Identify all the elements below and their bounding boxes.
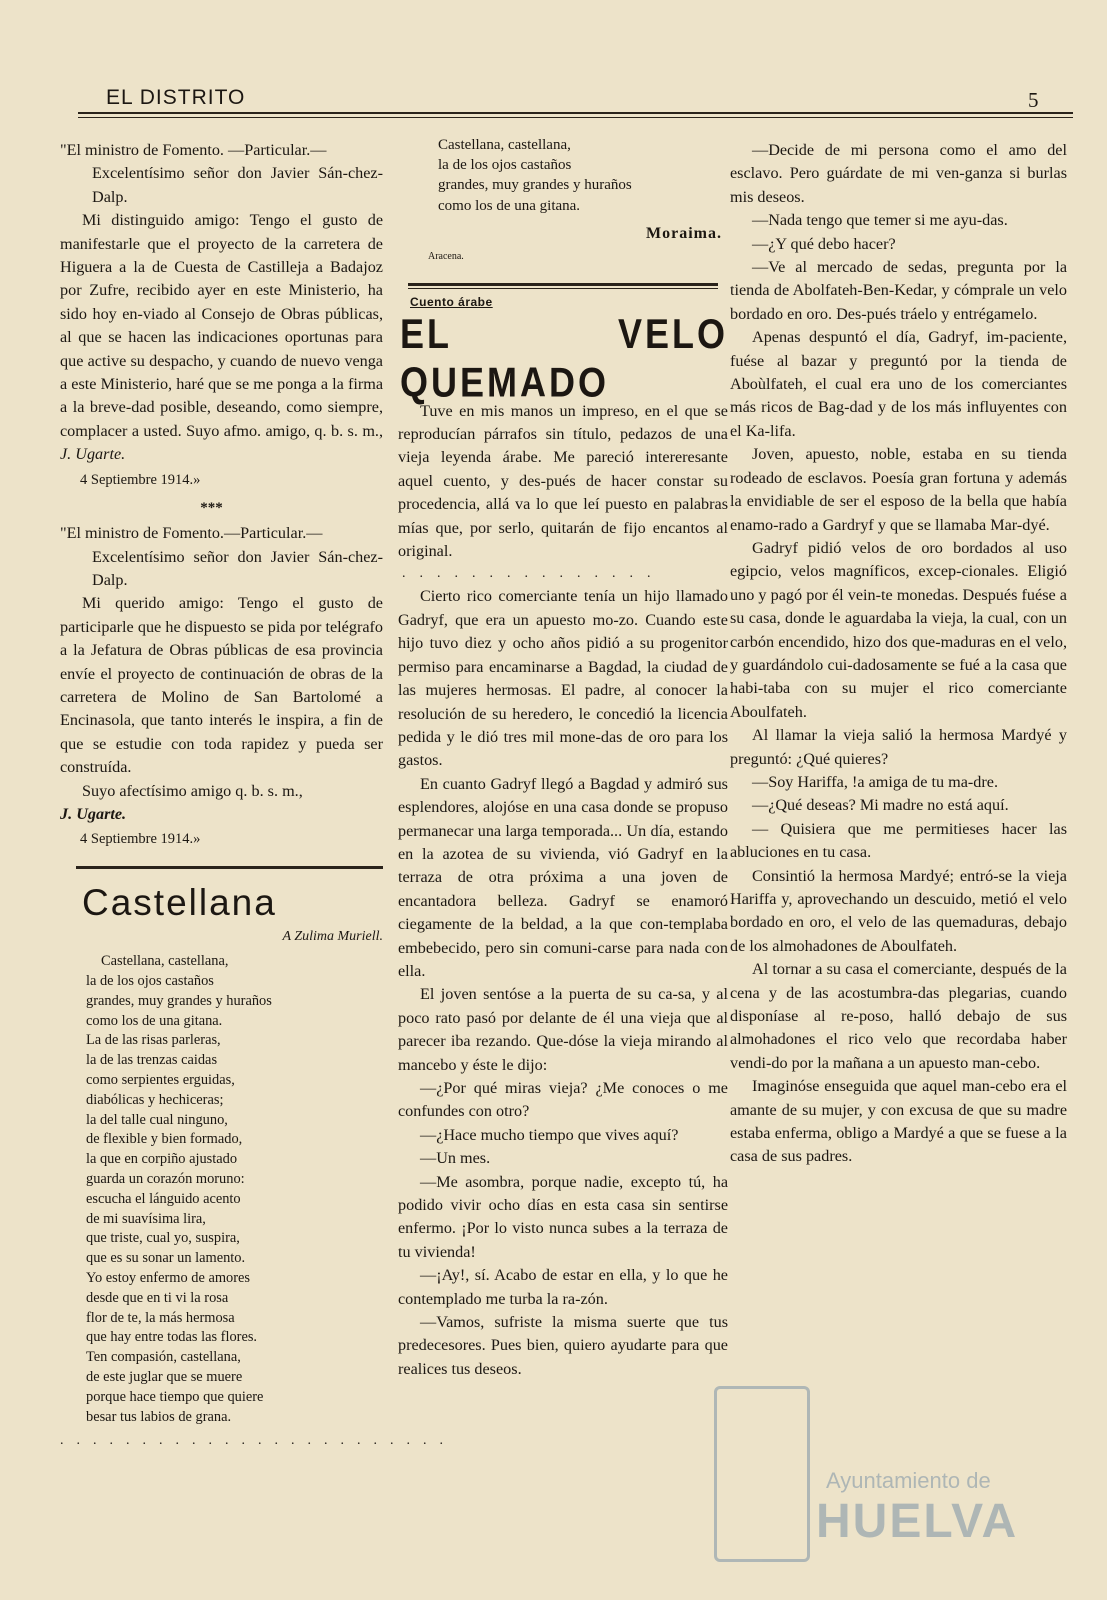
letter2-head: "El ministro de Fomento.—Particular.— [60,524,323,543]
poem-line: como los de una gitana. [438,197,581,214]
poem-line: grandes, muy grandes y huraños [438,177,632,194]
separator-stars: *** [200,500,223,517]
poem-line: diabólicas y hechiceras; [86,1091,224,1108]
poem-line: que triste, cual yo, suspira, [86,1230,240,1247]
poem-line: flor de te, la más hermosa [86,1309,235,1326]
poem-line: la del talle cual ninguno, [86,1111,228,1128]
dialogue-line: —Me asombra, porque nadie, excepto tú, ha podido vivir ocho días en esta casa sin sentirse enfermo. ¡Por lo visto nunca subes a la terraza de tu vivienda! [398,1172,728,1261]
poem-line: Castellana, castellana, [438,137,571,153]
poem-line: la de las trenzas caidas [86,1052,218,1069]
poem-end-verses [398,135,728,216]
letter1-date: 4 Septiembre 1914.» [80,471,201,488]
story-paragraph: —¿Qué deseas? Mi madre no está aquí. [752,796,1009,815]
poem-line: La de las risas parleras, [86,1032,221,1049]
dialogue-line: —¿Hace mucho tiempo que vives aquí? [420,1125,679,1144]
poem-line: de este juglar que se muere [86,1368,243,1385]
poem-line: grandes, muy grandes y huraños [86,992,272,1009]
poem-line: que es su sonar un lamento. [86,1250,246,1267]
letter2-signature: J. Ugarte. [60,804,127,823]
story-paragraph: Consintió la hermosa Mardyé; entró-se la vieja Hariffa y, aprovechando un descuido, metió el velo bordado en oro, el velo de las quemaduras, debajo de los almohadones de Aboulfateh. [730,866,1067,955]
letter1-salutation: Excelentísimo señor don Javier Sán-chez-Dalp. [92,164,383,206]
poem-line: porque hace tiempo que quiere [86,1388,264,1405]
coat-of-arms-icon [714,1386,810,1562]
poem-line: besar tus labios de grana. [86,1408,232,1425]
letter1-head: "El ministro de Fomento. —Particular.— [60,141,327,159]
story-paragraph: — Quisiera que me permitieses hacer las abluciones en tu casa. [730,819,1067,862]
header-rule [78,112,1073,114]
poem-line: la que en corpiño ajustado [86,1151,238,1168]
section-rule [408,283,718,286]
header-rule-thin [78,117,1073,118]
poem-line: Castellana, castellana, [101,953,229,970]
column-3 [730,139,1067,1169]
story-paragraph: Apenas despuntó el día, Gadryf, im-paciente, fuése al bazar y preguntó por la tienda de Aboùlfateh, el cual era uno de los comerciantes más ricos de Bag-dad y de los más influyentes con el Ka-lifa. [730,328,1067,440]
poem-author: Moraima. [646,224,722,242]
poem-dedication: A Zulima Muriell. [282,928,383,944]
poem-line: como los de una gitana. [86,1012,223,1029]
story-paragraph: Joven, apuesto, noble, estaba en su tienda rodeado de esclavos. Poesía gran fortuna y además la envidiable de ser el esposo de la bella que había enamo-rado a Gardryf y que se llamaba Mar-dyé. [730,445,1067,534]
poem-line: que hay entre todas las flores. [86,1329,258,1346]
poem-line: como serpientes erguidas, [86,1071,235,1088]
page-number: 5 [1028,88,1039,112]
story-paragraph: Imaginóse enseguida que aquel man-cebo era el amante de su mujer, y con excusa de que su madre estaba enferma, obligo a Mardyé a que se fuese a la casa de sus padres. [730,1077,1067,1166]
letter2-closing: Suyo afectísimo amigo q. b. s. m., [82,781,303,800]
story-paragraph: —¿Y qué debo hacer? [752,234,896,253]
poem-line: la de los ojos castaños [86,972,214,989]
story-paragraph: —Nada tengo que temer si me ayu-das. [752,211,1008,230]
dialogue-line: —Vamos, sufriste la misma suerte que tus predecesores. Pues bien, quiero ayudarte para que realices tus deseos. [398,1313,728,1378]
poem-line: Yo estoy enfermo de amores [86,1269,250,1286]
story-paragraph: Tuve en mis manos un impreso, en el que se reproducían párrafos sin título, pedazos de una vieja leyenda árabe. Me pareció intereresante aquel cuento, y des-pués de hacer constar su procedencia, allá va lo que leí puesto en palabras mías que, por serlo, quitarán de fijo encantos al original. [398,401,728,561]
dialogue-line: —¿Por qué miras vieja? ¿Me conoces o me confundes con otro? [398,1079,728,1121]
poem-line: guarda un corazón moruno: [86,1170,245,1187]
poem-dots: ........................ [60,1433,456,1449]
letter2-body: Mi querido amigo: Tengo el gusto de participarle que he dispuesto se pida por telégrafo a la Jefatura de Obras públicas de esa provincia envíe el proyecto de continuación de obras de la carretera de Molino de San Bartolomé a Encinasola, que tanto interés le inspira, a fin de que se estudie con toda rapidez y pueda ser construída. [60,594,383,777]
story-paragraph: Al tornar a su casa el comerciante, después de la cena y de las acostumbra-das plegarias, cuando disponíase al re-poso, halló debajo de sus almohadones el rico velo que recordaba haber vendi-do por la mañana a un apuesto man-cebo. [730,960,1067,1072]
letter1-body: Mi distinguido amigo: Tengo el gusto de manifestarle que el proyecto de la carretera de Higuera a la de Cuesta de Castilleja a Badajoz por Zufre, recibido ayer en este Ministerio, ha sido hoy en-viado al Consejo de Obras públicas, al que se hacen las indicaciones oportunas para que active su despacho, y cuando de nuevo venga a este Ministerio, haré que se me ponga a la firma a la breve-dad posible, deseando, como siempre, complacer a usted. Suyo afmo. amigo, q. b. s. m., J. Ugarte. [60,211,383,464]
section-rule-thin [408,288,718,289]
column-2 [398,139,728,1381]
poem-line: de mi suavísima lira, [86,1210,206,1227]
dialogue-line: —¡Ay!, sí. Acabo de estar en ella, y lo que he contemplado me turba la ra-zón. [398,1266,728,1308]
story-paragraph: El joven sentóse a la puerta de su ca-sa, y al poco rato pasó por delante de él una vieja que al parecer iba rezando. Que-dóse la vieja mirando al mancebo y éste le dijo: [398,985,728,1074]
dialogue-line: —Un mes. [420,1149,491,1168]
header-title: EL DISTRITO [106,86,246,109]
poem-title: Castellana [82,881,277,923]
poem-line: escucha el lánguido acento [86,1190,241,1207]
story-paragraph: Gadryf pidió velos de oro bordados al uso egipcio, velos magníficos, excep-cionales. Eligió uno y pagó por él vein-te monedas. Después fuése a su casa, donde le aguardaba la vieja, la cual, con un carbón encendido, hizo dos que-maduras en el velo, y guardándolo cui-dadosamente se fué a la casa que habi-taba con su mujer el rico comerciante Aboulfateh. [730,538,1067,721]
story-paragraph: —Decide de mi persona como el amo del esclavo. Pero guárdate de mi ven-ganza si burlas mis deseos. [730,141,1067,206]
story-paragraph: En cuanto Gadryf llegó a Bagdad y admiró sus esplendores, alojóse en una casa donde se propuso permanecar una larga temporada... Un día, estando en la azotea de su vivienda, vió Gadryf en la terraza de otra próxima a una joven de encantadora belleza. Gadryf se enamoró ciegamente de la beldad, a la que con-templaba embebecido, pero sin comuni-carse para nada con ella. [398,774,728,980]
watermark-top: Ayuntamiento de [826,1468,991,1493]
story-separator: ............... [402,566,665,582]
letter2-salutation: Excelentísimo señor don Javier Sán-chez-Dalp. [92,547,383,589]
story-paragraph: Al llamar la vieja salió la hermosa Mardyé y preguntó: ¿Qué quieres? [730,726,1067,768]
poem-line: de flexible y bien formado, [86,1131,243,1148]
poem-line: desde que en ti vi la rosa [86,1289,229,1306]
story-paragraph: —Ve al mercado de sedas, pregunta por la tienda de Abolfateh-Ben-Kedar, y cómprale un velo bordado en oro. Des-pués tráelo y entrégamelo. [730,258,1067,323]
story-paragraph: Cierto rico comerciante tenía un hijo llamado Gadryf, que era un apuesto mo-zo. Cuando este hijo tuvo diez y ocho años pidió a su progenitor permiso para encaminarse a Bagdad, la ciudad de las mujeres hermosas. El padre, al conocer la resolución de su heredero, le concedió la licencia pedida y le dió tres mil mone-das de oro para los gastos. [398,587,728,770]
watermark [706,1376,1026,1576]
section-rule [76,866,383,869]
poem-place: Aracena. [428,251,464,263]
poem-verses [60,952,383,1427]
watermark-main: HUELVA [816,1495,1019,1548]
letter2-date: 4 Septiembre 1914.» [80,831,201,848]
story-paragraph: —Soy Hariffa, !a amiga de tu ma-dre. [752,772,999,791]
poem-line: la de los ojos castaños [438,157,572,174]
poem-line: Ten compasión, castellana, [86,1349,241,1366]
section-label: Cuento árabe [410,294,493,309]
story-title: EL VELO QUEMADO [400,309,728,406]
